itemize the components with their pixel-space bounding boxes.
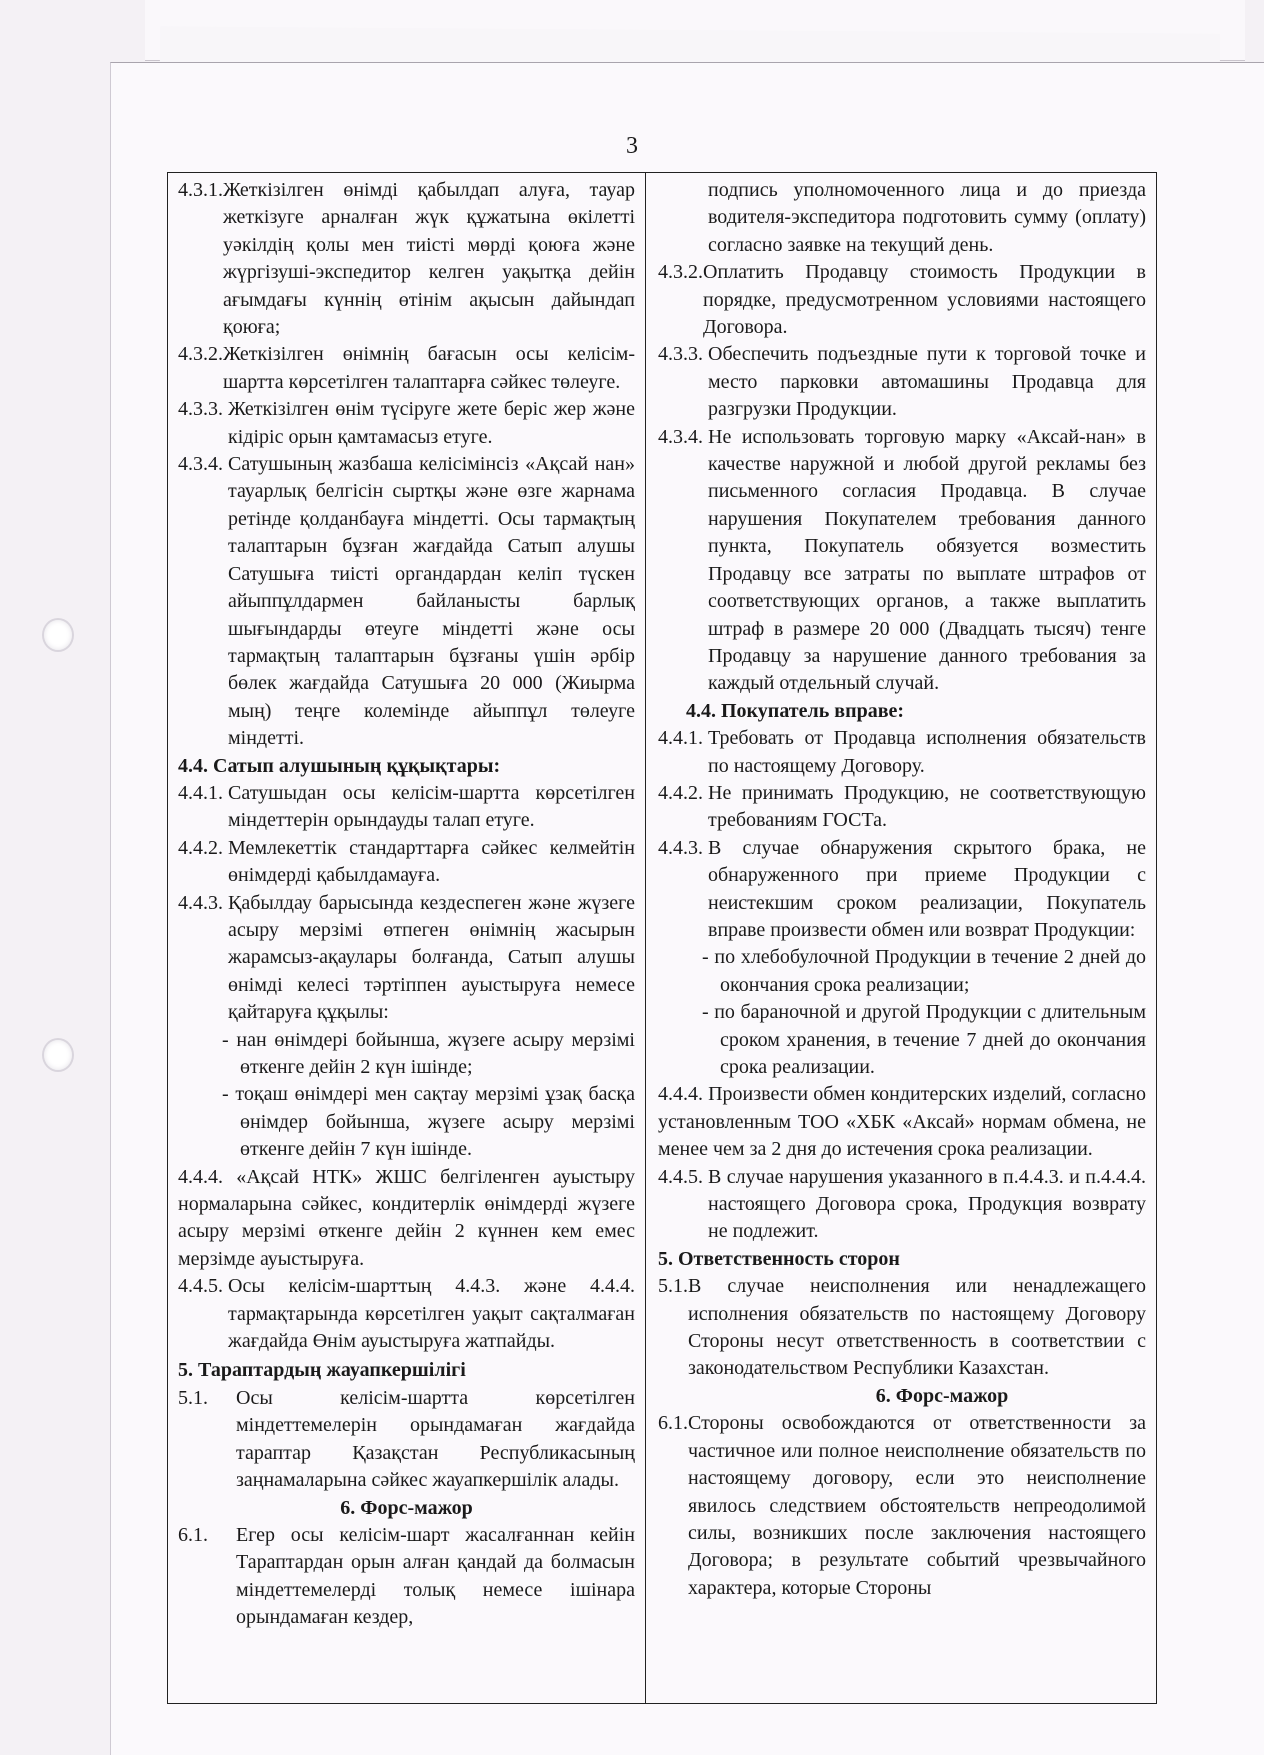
section-4-4-heading: 4.4. Покупатель вправе: [686, 699, 905, 722]
clause-4-3-4: 4.3.4. Не использовать торговую марку «Аксай-нан» в качестве наружной и любой другой рекламы без письменного согласия Продавца. В случае нарушения Покупателем требования данного пункта, Покупатель обязуется возместить Продавцу все затраты по выплате штрафов от соответствующих органов, а также выплатить штраф в размере 20 000 (Двадцать тысяч) тенге Продавцу за нарушение данного требования за каждый отдельный случай. [658, 425, 1146, 695]
clause-4-4-3-item-1: - нан өнімдері бойынша, жүзеге асыру мерзімі өткенге дейін 2 күн ішінде; [222, 1028, 635, 1078]
page-number: 3 [626, 133, 638, 159]
clause-4-4-3-item-2: - тоқаш өнімдері мен сақтау мерзімі ұзақ басқа өнімдер бойынша, жүзеге асыру мерзімі өткенге дейін 7 күн ішінде. [222, 1083, 635, 1161]
clause-4-4-3: 4.4.3. Қабылдау барысында кездеспеген және жүзеге асыру мерзімі өтпеген өнімнің жасырын жарамсыз-ақаулары болғанда, Сатып алушы өнімді келесі тәртіппен ауыстыруға немесе қайтаруға құқылы: [178, 891, 635, 1024]
russian-column [646, 173, 1156, 1703]
clause-5-1: 5.1. В случае неисполнения или ненадлежащего исполнения обязательств по настоящему Договору Стороны несут ответственность в соответствии с законодательством Республики Казахстан. [658, 1275, 1146, 1380]
clause-4-4-3-item-1: - по хлебобулочной Продукции в течение 2 дней до окончания срока реализации; [702, 946, 1146, 996]
clause-5-1: 5.1. Осы келісім-шартта көрсетілген міндеттемелерін орындамаған жағдайда тараптар Қазақстан Республикасының заңнамаларына сәйкес жауапкершілік алады. [178, 1386, 635, 1492]
clause-4-4-1: 4.4.1. Сатушыдан осы келісім-шартта көрсетілген міндеттерін орындауды талап етуге. [178, 781, 635, 832]
clause-4-3-4: 4.3.4. Сатушының жазбаша келісімінсіз «Ақсай нан» тауарлық белгісін сыртқы және өзге жарнама ретінде қолданбауға міндетті. Осы тармақтың талаптарын бұзған жағдайда Сатып алушы Сатушыға тиісті органдардан келіп түскен айыппұлдармен байланысты барлық шығындарды өтеуге міндетті және осы тармақтың талаптарын бұзғаны үшін әрбір бөлек жағдайда Сатушыға 20 000 (Жиырма мың) теңге колемінде айыппұл төлеуге міндетті. [178, 453, 635, 750]
kazakh-column [168, 173, 646, 1703]
punch-hole [44, 620, 72, 650]
two-column-table [167, 172, 1157, 1704]
clause-4-3-2: 4.3.2. Оплатить Продавцу стоимость Продукции в порядке, предусмотренном условиями настоящего Договора. [658, 261, 1146, 339]
clause-4-4-5: 4.4.5. В случае нарушения указанного в п.4.4.3. и п.4.4.4. настоящего Договора срока, Продукция возврату не подлежит. [658, 1165, 1146, 1243]
section-6-heading: 6. Форс-мажор [875, 1384, 1009, 1407]
clause-4-4-5: 4.4.5. Осы келісім-шарттың 4.4.3. және 4.4.4. тармақтарында көрсетілген уақыт сақталмаған жағдайда Өнім ауыстыруға жатпайды. [178, 1275, 635, 1353]
clause-4-4-4: 4.4.4. «Ақсай НТК» ЖШС белгіленген ауыстыру нормаларына сәйкес, кондитерлік өнімдерді жүзеге асыру мерзімі өткенге дейін 2 күннен кем емес мерзімде ауыстыруға. [178, 1165, 635, 1270]
punch-hole [44, 1040, 72, 1070]
clause-4-4-1: 4.4.1. Требовать от Продавца исполнения обязательств по настоящему Договору. [658, 727, 1146, 777]
clause-4-3-3: 4.3.3. Жеткізілген өнім түсіруге жете беріс жер және кідіріс орын қамтамасыз етуге. [178, 398, 635, 448]
clause-4-4-3-item-2: - по бараночной и другой Продукции с длительным сроком хранения, в течение 7 дней до окончания срока реализации. [702, 1001, 1146, 1078]
clause-4-3-1: 4.3.1. Жеткізілген өнімді қабылдап алуға, тауар жеткізуге арналған жүк құжатына өкілетті уәкілдің қолы мен тиісті мөрді қоюға және жүргізуші-экспедитор келген уақытқа дейін ағымдағы күннің өтінім ақысын дайындап қоюға; [178, 179, 635, 339]
section-4-4-heading: 4.4. Сатып алушының құқықтары: [178, 754, 501, 777]
clause-4-4-3: 4.4.3. В случае обнаружения скрытого брака, не обнаруженного при приеме Продукции с неистекшим сроком реализации, Покупатель вправе произвести обмен или возврат Продукции: [658, 836, 1146, 941]
section-5-heading: 5. Тараптардың жауапкершілігі [178, 1359, 466, 1382]
clause-4-4-4: 4.4.4. Произвести обмен кондитерских изделий, согласно установленным ТОО «ХБК «Аксай» нормам обмена, не менее чем за 2 дня до истечения срока реализации. [658, 1083, 1146, 1161]
clause-6-1: 6.1. Егер осы келісім-шарт жасалғаннан кейін Тараптардан орын алған қандай да болмасын міндеттемелерді толық немесе ішінара орындамаған кездер, [178, 1523, 635, 1629]
clause-4-3-3: 4.3.3. Обеспечить подъездные пути к торговой точке и место парковки автомашины Продавца для разгрузки Продукции. [658, 343, 1146, 421]
clause-4-3-1-continued: подпись уполномоченного лица и до приезда водителя-экспедитора подготовить сумму (оплату) согласно заявке на текущий день. [708, 179, 1146, 256]
section-5-heading: 5. Ответственность сторон [658, 1247, 900, 1270]
clause-4-4-2: 4.4.2. Не принимать Продукцию, не соответствующую требованиям ГОСТа. [658, 781, 1146, 832]
clause-4-3-2: 4.3.2. Жеткізілген өнімнің бағасын осы келісім-шартта көрсетілген талаптарға сәйкес төлеуге. [178, 343, 635, 393]
clause-6-1: 6.1. Стороны освобождаются от ответственности за частичное или полное неисполнение обязательств по настоящему договору, если это неисполнение явилось следствием обстоятельств непреодолимой силы, возникших после заключения настоящего Договора; в результате событий чрезвычайного характера, которые Стороны [658, 1412, 1146, 1599]
section-6-heading: 6. Форс-мажор [340, 1496, 473, 1519]
clause-4-4-2: 4.4.2. Мемлекеттік стандарттарға сәйкес келмейтін өнімдерді қабылдамауға. [178, 836, 635, 887]
